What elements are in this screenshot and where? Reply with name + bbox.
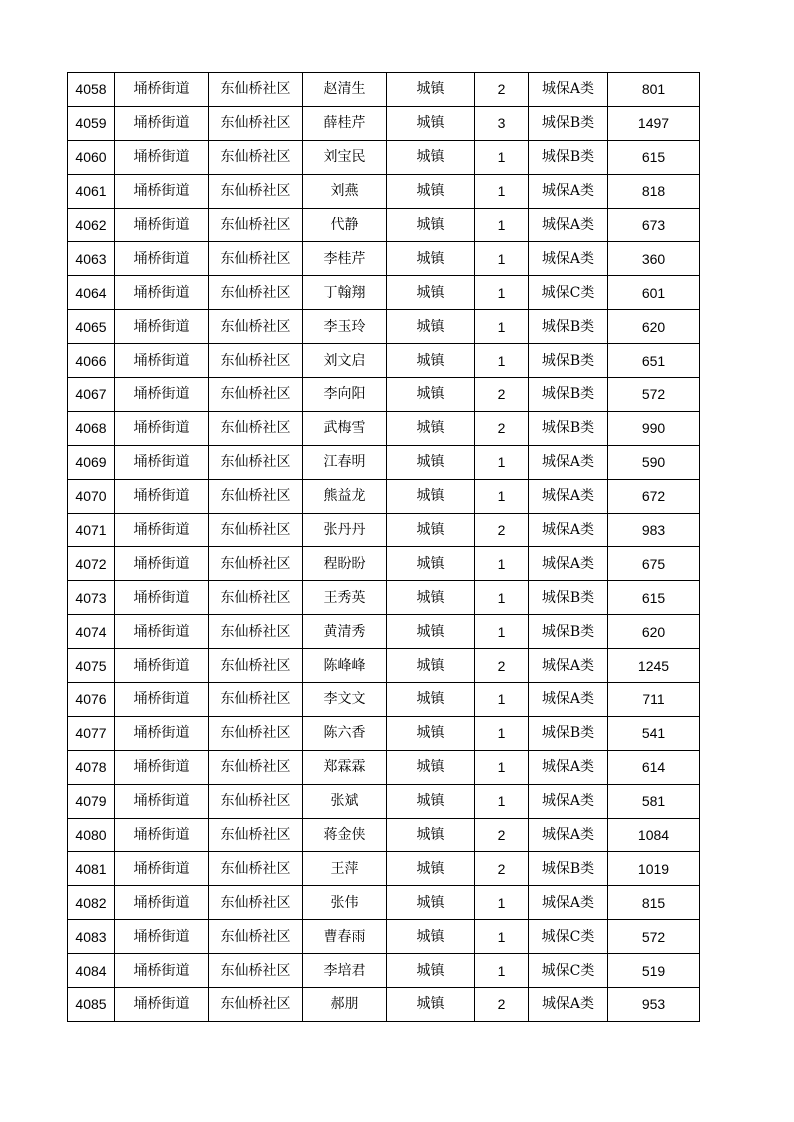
amount-cell: 519 (608, 954, 700, 988)
community-cell: 东仙桥社区 (209, 920, 303, 954)
serial-number-cell: 4078 (68, 750, 115, 784)
street-cell: 埇桥街道 (115, 750, 209, 784)
street-cell: 埇桥街道 (115, 445, 209, 479)
person-name-cell: 张丹丹 (303, 513, 387, 547)
area-type-cell: 城镇 (387, 852, 475, 886)
household-count-cell: 2 (475, 988, 529, 1022)
street-cell: 埇桥街道 (115, 208, 209, 242)
person-name-cell: 刘宝民 (303, 140, 387, 174)
serial-number-cell: 4075 (68, 649, 115, 683)
household-count-cell: 1 (475, 276, 529, 310)
table-row (68, 276, 700, 310)
street-cell: 埇桥街道 (115, 310, 209, 344)
household-count-cell: 1 (475, 750, 529, 784)
person-name-cell: 薛桂芹 (303, 106, 387, 140)
community-cell: 东仙桥社区 (209, 818, 303, 852)
household-count-cell: 1 (475, 784, 529, 818)
person-name-cell: 李文文 (303, 683, 387, 717)
insurance-category-cell: 城保B类 (529, 106, 608, 140)
household-count-cell: 2 (475, 411, 529, 445)
area-type-cell: 城镇 (387, 208, 475, 242)
insurance-category-cell: 城保A类 (529, 886, 608, 920)
serial-number-cell: 4058 (68, 73, 115, 107)
insurance-category-cell: 城保C类 (529, 954, 608, 988)
person-name-cell: 李向阳 (303, 378, 387, 412)
street-cell: 埇桥街道 (115, 411, 209, 445)
person-name-cell: 曹春雨 (303, 920, 387, 954)
community-cell: 东仙桥社区 (209, 479, 303, 513)
area-type-cell: 城镇 (387, 513, 475, 547)
serial-number-cell: 4063 (68, 242, 115, 276)
street-cell: 埇桥街道 (115, 106, 209, 140)
person-name-cell: 郝朋 (303, 988, 387, 1022)
street-cell: 埇桥街道 (115, 73, 209, 107)
insurance-category-cell: 城保A类 (529, 547, 608, 581)
amount-cell: 801 (608, 73, 700, 107)
serial-number-cell: 4085 (68, 988, 115, 1022)
insurance-category-cell: 城保B类 (529, 581, 608, 615)
person-name-cell: 郑霖霖 (303, 750, 387, 784)
area-type-cell: 城镇 (387, 547, 475, 581)
insurance-category-cell: 城保A类 (529, 649, 608, 683)
insurance-category-cell: 城保B类 (529, 852, 608, 886)
household-count-cell: 1 (475, 581, 529, 615)
table-row (68, 479, 700, 513)
amount-cell: 983 (608, 513, 700, 547)
street-cell: 埇桥街道 (115, 242, 209, 276)
insurance-category-cell: 城保A类 (529, 750, 608, 784)
table-row (68, 344, 700, 378)
person-name-cell: 刘燕 (303, 174, 387, 208)
table-row (68, 73, 700, 107)
amount-cell: 953 (608, 988, 700, 1022)
table-row (68, 818, 700, 852)
insurance-category-cell: 城保B类 (529, 615, 608, 649)
street-cell: 埇桥街道 (115, 344, 209, 378)
area-type-cell: 城镇 (387, 988, 475, 1022)
amount-cell: 541 (608, 716, 700, 750)
area-type-cell: 城镇 (387, 886, 475, 920)
serial-number-cell: 4082 (68, 886, 115, 920)
table-row (68, 784, 700, 818)
community-cell: 东仙桥社区 (209, 242, 303, 276)
table-row (68, 411, 700, 445)
serial-number-cell: 4064 (68, 276, 115, 310)
insurance-category-cell: 城保B类 (529, 716, 608, 750)
street-cell: 埇桥街道 (115, 784, 209, 818)
table-row (68, 683, 700, 717)
community-cell: 东仙桥社区 (209, 683, 303, 717)
serial-number-cell: 4062 (68, 208, 115, 242)
table-row (68, 649, 700, 683)
street-cell: 埇桥街道 (115, 852, 209, 886)
community-cell: 东仙桥社区 (209, 445, 303, 479)
amount-cell: 572 (608, 920, 700, 954)
insurance-category-cell: 城保A类 (529, 784, 608, 818)
amount-cell: 672 (608, 479, 700, 513)
serial-number-cell: 4081 (68, 852, 115, 886)
table-row (68, 615, 700, 649)
household-count-cell: 2 (475, 818, 529, 852)
area-type-cell: 城镇 (387, 140, 475, 174)
household-count-cell: 1 (475, 716, 529, 750)
amount-cell: 572 (608, 378, 700, 412)
amount-cell: 614 (608, 750, 700, 784)
person-name-cell: 赵清生 (303, 73, 387, 107)
amount-cell: 1019 (608, 852, 700, 886)
household-count-cell: 2 (475, 852, 529, 886)
area-type-cell: 城镇 (387, 445, 475, 479)
community-cell: 东仙桥社区 (209, 208, 303, 242)
insurance-category-cell: 城保B类 (529, 378, 608, 412)
serial-number-cell: 4073 (68, 581, 115, 615)
table-row (68, 988, 700, 1022)
area-type-cell: 城镇 (387, 378, 475, 412)
household-count-cell: 1 (475, 242, 529, 276)
insurance-category-cell: 城保A类 (529, 683, 608, 717)
household-count-cell: 1 (475, 344, 529, 378)
street-cell: 埇桥街道 (115, 988, 209, 1022)
insurance-category-cell: 城保A类 (529, 818, 608, 852)
serial-number-cell: 4083 (68, 920, 115, 954)
area-type-cell: 城镇 (387, 750, 475, 784)
household-count-cell: 2 (475, 649, 529, 683)
household-count-cell: 1 (475, 310, 529, 344)
street-cell: 埇桥街道 (115, 920, 209, 954)
table-row (68, 886, 700, 920)
amount-cell: 581 (608, 784, 700, 818)
household-count-cell: 1 (475, 140, 529, 174)
household-count-cell: 2 (475, 73, 529, 107)
serial-number-cell: 4059 (68, 106, 115, 140)
street-cell: 埇桥街道 (115, 140, 209, 174)
person-name-cell: 李培君 (303, 954, 387, 988)
person-name-cell: 丁翰翔 (303, 276, 387, 310)
household-count-cell: 1 (475, 615, 529, 649)
community-cell: 东仙桥社区 (209, 716, 303, 750)
area-type-cell: 城镇 (387, 683, 475, 717)
table-row (68, 378, 700, 412)
person-name-cell: 江春明 (303, 445, 387, 479)
roster-body (68, 73, 700, 1022)
amount-cell: 615 (608, 581, 700, 615)
subsidy-roster-table (67, 72, 700, 1022)
person-name-cell: 王萍 (303, 852, 387, 886)
amount-cell: 990 (608, 411, 700, 445)
community-cell: 东仙桥社区 (209, 649, 303, 683)
street-cell: 埇桥街道 (115, 479, 209, 513)
street-cell: 埇桥街道 (115, 547, 209, 581)
table-row (68, 852, 700, 886)
person-name-cell: 熊益龙 (303, 479, 387, 513)
amount-cell: 818 (608, 174, 700, 208)
table-row (68, 140, 700, 174)
community-cell: 东仙桥社区 (209, 547, 303, 581)
serial-number-cell: 4077 (68, 716, 115, 750)
amount-cell: 1245 (608, 649, 700, 683)
street-cell: 埇桥街道 (115, 954, 209, 988)
table-row (68, 513, 700, 547)
area-type-cell: 城镇 (387, 784, 475, 818)
amount-cell: 615 (608, 140, 700, 174)
community-cell: 东仙桥社区 (209, 615, 303, 649)
area-type-cell: 城镇 (387, 310, 475, 344)
community-cell: 东仙桥社区 (209, 106, 303, 140)
table-row (68, 920, 700, 954)
household-count-cell: 1 (475, 683, 529, 717)
table-row (68, 581, 700, 615)
insurance-category-cell: 城保A类 (529, 242, 608, 276)
person-name-cell: 王秀英 (303, 581, 387, 615)
serial-number-cell: 4084 (68, 954, 115, 988)
street-cell: 埇桥街道 (115, 581, 209, 615)
household-count-cell: 2 (475, 513, 529, 547)
insurance-category-cell: 城保A类 (529, 988, 608, 1022)
area-type-cell: 城镇 (387, 106, 475, 140)
amount-cell: 651 (608, 344, 700, 378)
insurance-category-cell: 城保C类 (529, 276, 608, 310)
community-cell: 东仙桥社区 (209, 750, 303, 784)
community-cell: 东仙桥社区 (209, 581, 303, 615)
street-cell: 埇桥街道 (115, 649, 209, 683)
area-type-cell: 城镇 (387, 479, 475, 513)
household-count-cell: 1 (475, 479, 529, 513)
household-count-cell: 2 (475, 378, 529, 412)
household-count-cell: 1 (475, 954, 529, 988)
street-cell: 埇桥街道 (115, 174, 209, 208)
person-name-cell: 张斌 (303, 784, 387, 818)
household-count-cell: 1 (475, 208, 529, 242)
street-cell: 埇桥街道 (115, 683, 209, 717)
household-count-cell: 1 (475, 920, 529, 954)
amount-cell: 711 (608, 683, 700, 717)
insurance-category-cell: 城保A类 (529, 174, 608, 208)
household-count-cell: 1 (475, 174, 529, 208)
amount-cell: 1084 (608, 818, 700, 852)
serial-number-cell: 4071 (68, 513, 115, 547)
serial-number-cell: 4069 (68, 445, 115, 479)
community-cell: 东仙桥社区 (209, 276, 303, 310)
insurance-category-cell: 城保B类 (529, 344, 608, 378)
table-row (68, 750, 700, 784)
person-name-cell: 武梅雪 (303, 411, 387, 445)
community-cell: 东仙桥社区 (209, 411, 303, 445)
area-type-cell: 城镇 (387, 276, 475, 310)
table-row (68, 547, 700, 581)
insurance-category-cell: 城保C类 (529, 920, 608, 954)
insurance-category-cell: 城保A类 (529, 208, 608, 242)
street-cell: 埇桥街道 (115, 716, 209, 750)
amount-cell: 675 (608, 547, 700, 581)
table-row (68, 208, 700, 242)
person-name-cell: 蒋金侠 (303, 818, 387, 852)
community-cell: 东仙桥社区 (209, 344, 303, 378)
serial-number-cell: 4061 (68, 174, 115, 208)
person-name-cell: 李桂芹 (303, 242, 387, 276)
serial-number-cell: 4067 (68, 378, 115, 412)
community-cell: 东仙桥社区 (209, 988, 303, 1022)
community-cell: 东仙桥社区 (209, 174, 303, 208)
serial-number-cell: 4072 (68, 547, 115, 581)
community-cell: 东仙桥社区 (209, 954, 303, 988)
person-name-cell: 陈峰峰 (303, 649, 387, 683)
insurance-category-cell: 城保B类 (529, 310, 608, 344)
area-type-cell: 城镇 (387, 174, 475, 208)
community-cell: 东仙桥社区 (209, 310, 303, 344)
area-type-cell: 城镇 (387, 954, 475, 988)
table-row (68, 242, 700, 276)
serial-number-cell: 4080 (68, 818, 115, 852)
community-cell: 东仙桥社区 (209, 513, 303, 547)
serial-number-cell: 4079 (68, 784, 115, 818)
area-type-cell: 城镇 (387, 581, 475, 615)
area-type-cell: 城镇 (387, 411, 475, 445)
insurance-category-cell: 城保A类 (529, 479, 608, 513)
amount-cell: 673 (608, 208, 700, 242)
area-type-cell: 城镇 (387, 615, 475, 649)
table-row (68, 716, 700, 750)
table-row (68, 174, 700, 208)
person-name-cell: 张伟 (303, 886, 387, 920)
insurance-category-cell: 城保A类 (529, 513, 608, 547)
area-type-cell: 城镇 (387, 649, 475, 683)
area-type-cell: 城镇 (387, 73, 475, 107)
serial-number-cell: 4070 (68, 479, 115, 513)
amount-cell: 815 (608, 886, 700, 920)
table-row (68, 106, 700, 140)
household-count-cell: 1 (475, 886, 529, 920)
street-cell: 埇桥街道 (115, 615, 209, 649)
insurance-category-cell: 城保B类 (529, 140, 608, 174)
serial-number-cell: 4074 (68, 615, 115, 649)
person-name-cell: 代静 (303, 208, 387, 242)
serial-number-cell: 4076 (68, 683, 115, 717)
amount-cell: 620 (608, 310, 700, 344)
table-row (68, 954, 700, 988)
household-count-cell: 1 (475, 547, 529, 581)
amount-cell: 590 (608, 445, 700, 479)
person-name-cell: 刘文启 (303, 344, 387, 378)
person-name-cell: 陈六香 (303, 716, 387, 750)
household-count-cell: 1 (475, 445, 529, 479)
table-row (68, 445, 700, 479)
person-name-cell: 李玉玲 (303, 310, 387, 344)
insurance-category-cell: 城保B类 (529, 411, 608, 445)
amount-cell: 1497 (608, 106, 700, 140)
community-cell: 东仙桥社区 (209, 378, 303, 412)
street-cell: 埇桥街道 (115, 818, 209, 852)
serial-number-cell: 4068 (68, 411, 115, 445)
insurance-category-cell: 城保A类 (529, 445, 608, 479)
amount-cell: 620 (608, 615, 700, 649)
serial-number-cell: 4060 (68, 140, 115, 174)
street-cell: 埇桥街道 (115, 276, 209, 310)
area-type-cell: 城镇 (387, 716, 475, 750)
person-name-cell: 黄清秀 (303, 615, 387, 649)
table-row (68, 310, 700, 344)
amount-cell: 360 (608, 242, 700, 276)
community-cell: 东仙桥社区 (209, 73, 303, 107)
community-cell: 东仙桥社区 (209, 784, 303, 818)
area-type-cell: 城镇 (387, 920, 475, 954)
amount-cell: 601 (608, 276, 700, 310)
community-cell: 东仙桥社区 (209, 140, 303, 174)
street-cell: 埇桥街道 (115, 378, 209, 412)
household-count-cell: 3 (475, 106, 529, 140)
street-cell: 埇桥街道 (115, 513, 209, 547)
street-cell: 埇桥街道 (115, 886, 209, 920)
person-name-cell: 程盼盼 (303, 547, 387, 581)
community-cell: 东仙桥社区 (209, 886, 303, 920)
serial-number-cell: 4066 (68, 344, 115, 378)
community-cell: 东仙桥社区 (209, 852, 303, 886)
area-type-cell: 城镇 (387, 344, 475, 378)
serial-number-cell: 4065 (68, 310, 115, 344)
insurance-category-cell: 城保A类 (529, 73, 608, 107)
area-type-cell: 城镇 (387, 242, 475, 276)
area-type-cell: 城镇 (387, 818, 475, 852)
